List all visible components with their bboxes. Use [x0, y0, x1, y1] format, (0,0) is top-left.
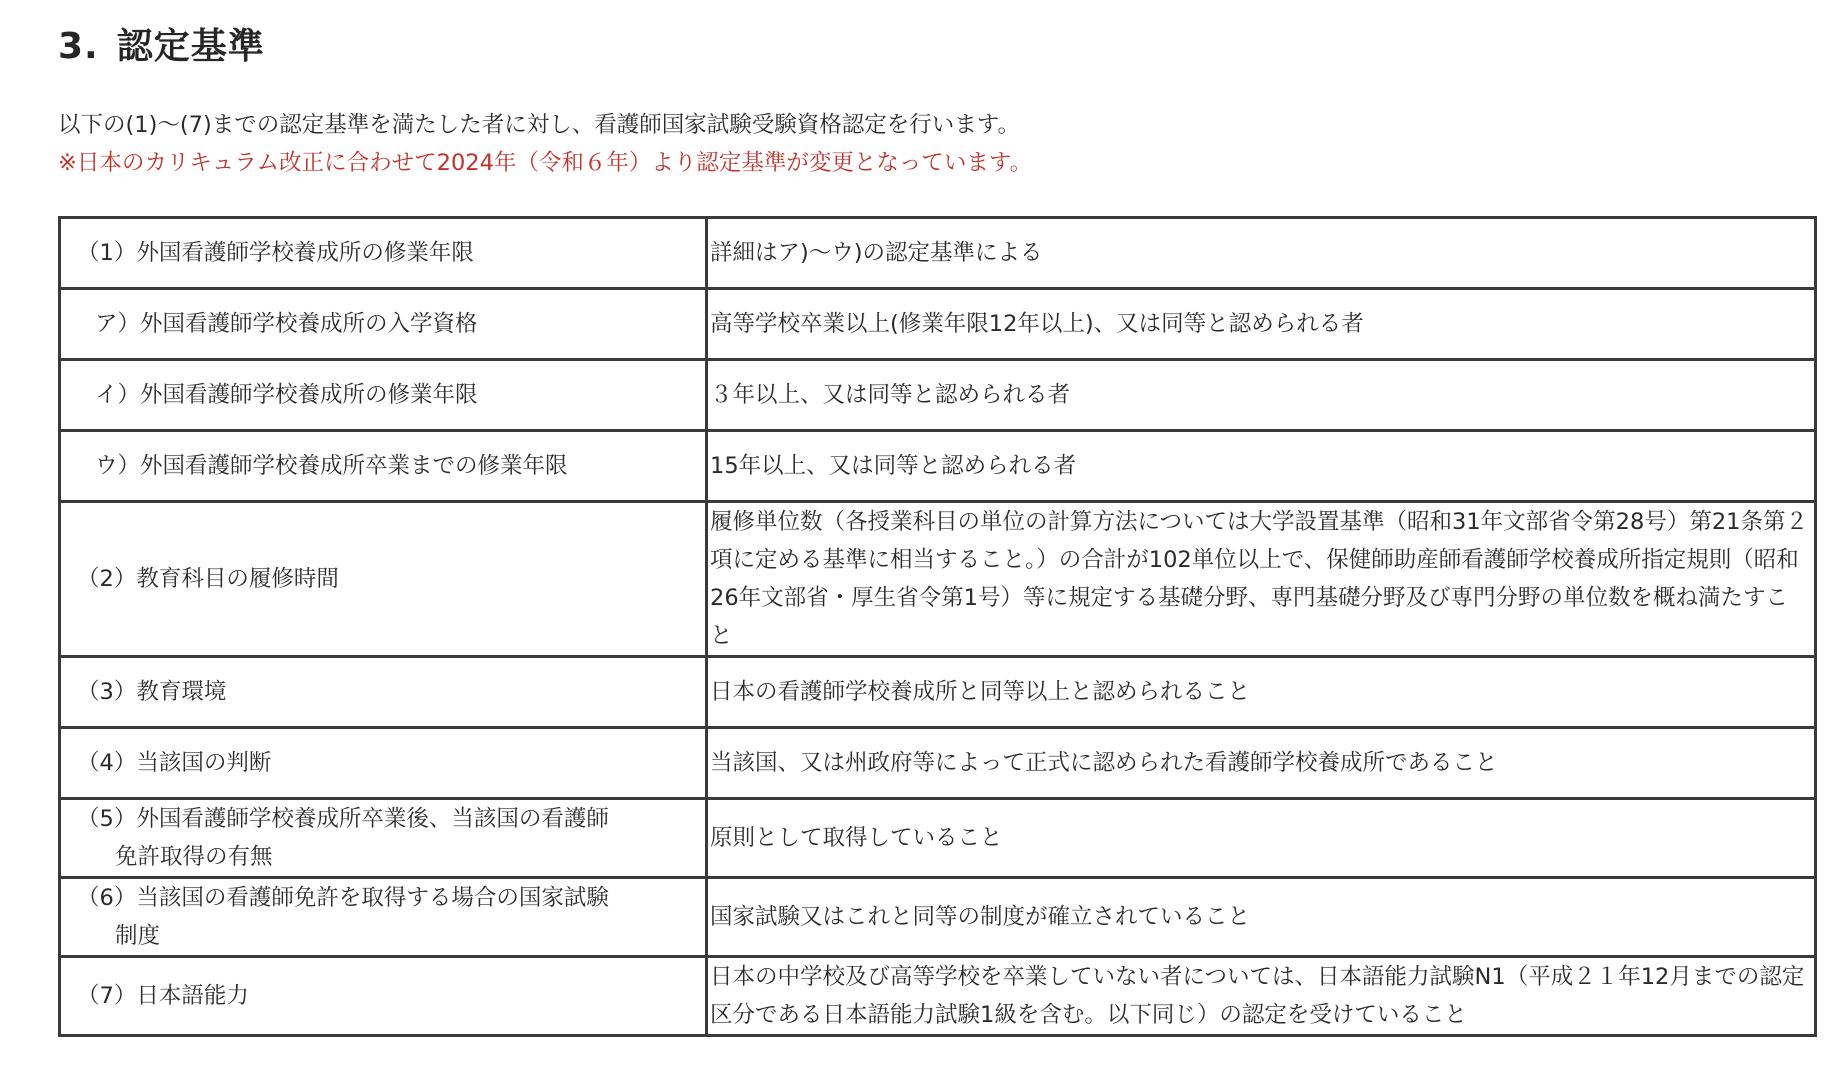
criteria-value: 履修単位数（各授業科目の単位の計算方法については大学設置基準（昭和31年文部省令第28号）第21条第２項に定める基準に相当すること。）の合計が102単位以上で、保健師助産師看護師学校養成所指定規則（昭和26年文部省・厚生省令第1号）等に規定する基礎分野、専門基礎分野及び専門分野の単位数を概ね満たすこと [707, 502, 1816, 657]
criteria-label-line: （6）当該国の看護師免許を取得する場合の国家試験 [77, 885, 609, 911]
table-row [60, 502, 1816, 657]
criteria-value: 15年以上、又は同等と認められる者 [707, 431, 1816, 502]
criteria-value: 原則として取得していること [707, 799, 1816, 878]
table-row [60, 657, 1816, 728]
criteria-value: 詳細はア)〜ウ)の認定基準による [707, 218, 1816, 289]
criteria-label-continuation: 免許取得の有無 [115, 844, 273, 870]
section-title: 認定基準 [116, 26, 265, 67]
criteria-label [60, 878, 707, 957]
criteria-label: （3）教育環境 [60, 657, 707, 728]
table-row [60, 957, 1816, 1036]
criteria-label-continuation: 制度 [115, 923, 161, 949]
criteria-label: （7）日本語能力 [60, 957, 707, 1036]
table-row [60, 289, 1816, 360]
intro-note: ※日本のカリキュラム改正に合わせて2024年（令和６年）より認定基準が変更となっています。 [58, 150, 1033, 176]
table-row [60, 360, 1816, 431]
criteria-value: ３年以上、又は同等と認められる者 [707, 360, 1816, 431]
table-row [60, 878, 1816, 957]
table-row [60, 218, 1816, 289]
criteria-value: 当該国、又は州政府等によって正式に認められた看護師学校養成所であること [707, 728, 1816, 799]
criteria-value: 日本の中学校及び高等学校を卒業していない者については、日本語能力試験N1（平成２１年12月までの認定区分である日本語能力試験1級を含む。以下同じ）の認定を受けていること [707, 957, 1816, 1036]
criteria-label-line: （5）外国看護師学校養成所卒業後、当該国の看護師 [77, 806, 609, 832]
criteria-label [60, 799, 707, 878]
table-row [60, 799, 1816, 878]
criteria-label: ア）外国看護師学校養成所の入学資格 [60, 289, 707, 360]
criteria-value: 高等学校卒業以上(修業年限12年以上)、又は同等と認められる者 [707, 289, 1816, 360]
section-heading [58, 18, 265, 69]
criteria-label: （2）教育科目の履修時間 [60, 502, 707, 657]
intro-text [58, 106, 1032, 182]
criteria-table [58, 216, 1817, 1037]
table-row [60, 431, 1816, 502]
criteria-label: （1）外国看護師学校養成所の修業年限 [60, 218, 707, 289]
section-number: 3. [58, 26, 99, 67]
table-row [60, 728, 1816, 799]
intro-line: 以下の(1)〜(7)までの認定基準を満たした者に対し、看護師国家試験受験資格認定を行います。 [58, 112, 1020, 138]
criteria-label: イ）外国看護師学校養成所の修業年限 [60, 360, 707, 431]
criteria-label: （4）当該国の判断 [60, 728, 707, 799]
criteria-label: ウ）外国看護師学校養成所卒業までの修業年限 [60, 431, 707, 502]
criteria-value: 日本の看護師学校養成所と同等以上と認められること [707, 657, 1816, 728]
criteria-value: 国家試験又はこれと同等の制度が確立されていること [707, 878, 1816, 957]
